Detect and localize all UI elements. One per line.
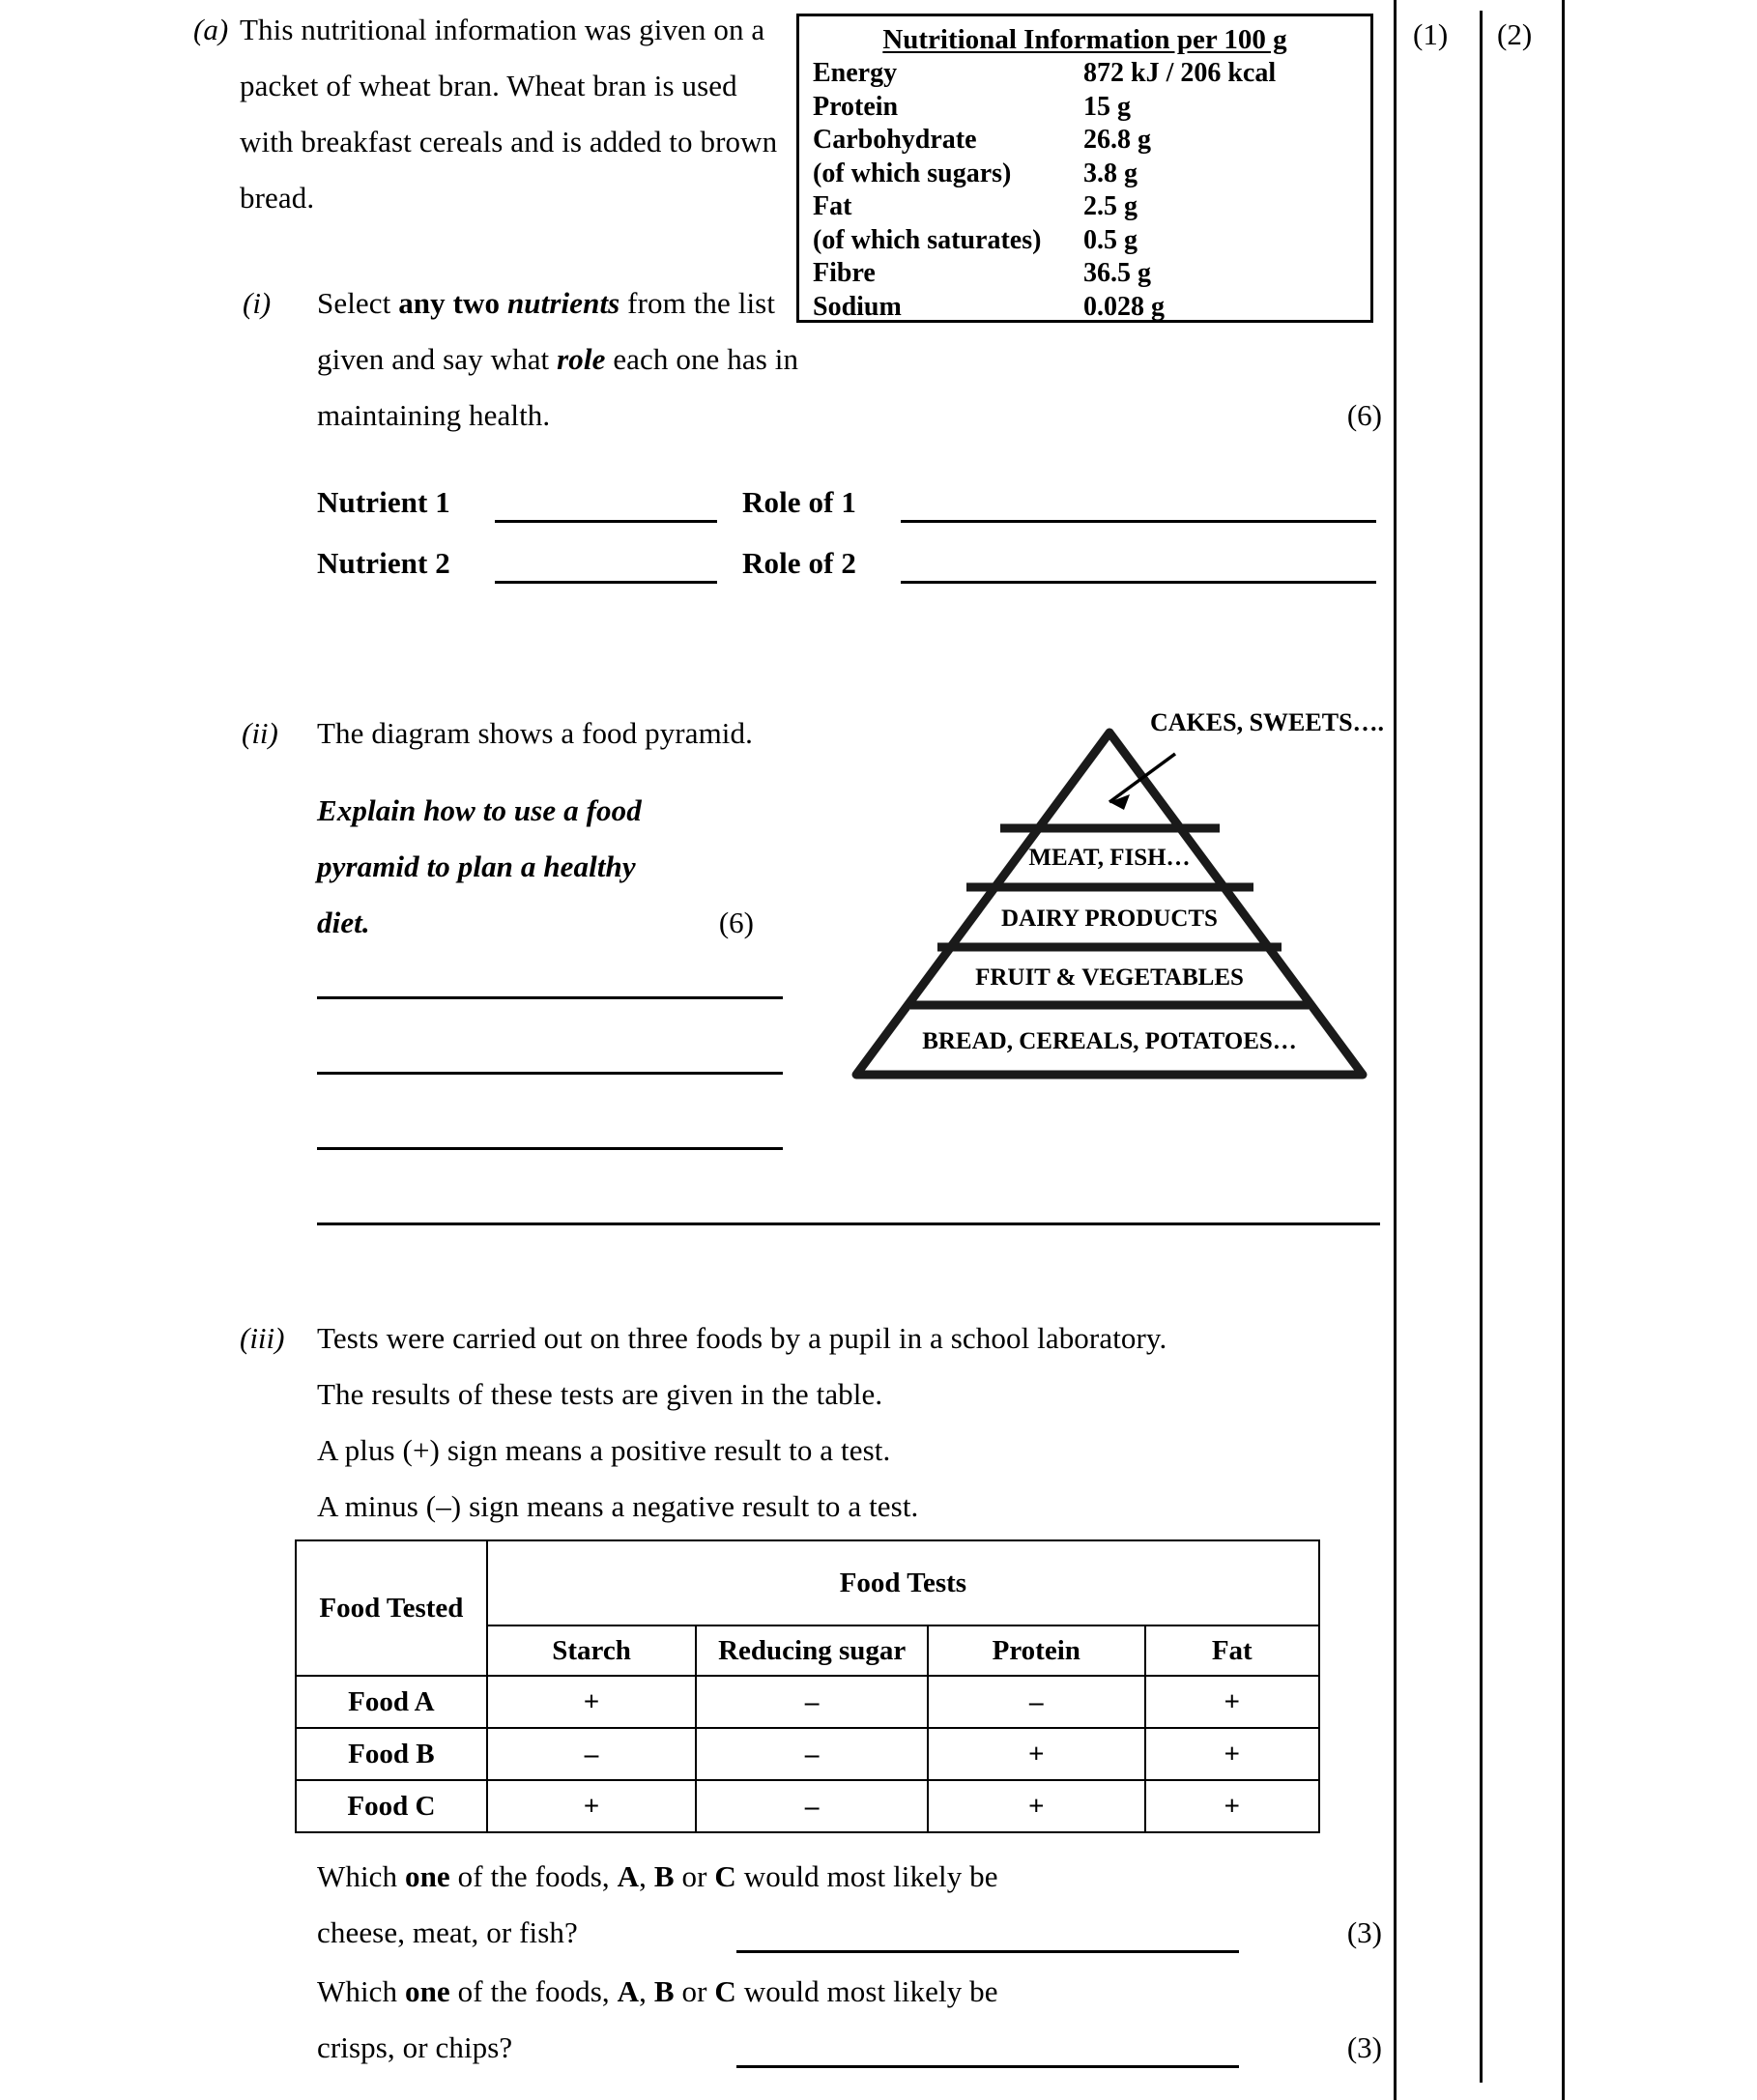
table-cell-food-name: Food C [296, 1780, 487, 1832]
table-cell-result: + [1145, 1676, 1319, 1728]
nutrient-name: Carbohydrate [813, 125, 977, 155]
food-tests-table [295, 1539, 1320, 1833]
part-i-line2-prefix: the list given and say what [317, 286, 776, 376]
table-cell-result: + [928, 1728, 1145, 1780]
margin-rule-right [1562, 0, 1565, 2100]
margin-column-1-label: (1) [1413, 17, 1449, 51]
nutrition-row [799, 291, 1370, 325]
table-cell-result: – [487, 1728, 696, 1780]
final-question-2 [317, 1964, 1090, 2020]
part-ii-instruction-line-2: pyramid to plan a healthy [317, 849, 636, 883]
table-cell-food-name: Food A [296, 1676, 487, 1728]
table-cell-result: – [696, 1676, 928, 1728]
part-ii-intro: The diagram shows a food pyramid. [317, 716, 753, 750]
part-iii-line-3: A plus (+) sign means a positive result to a test. [317, 1433, 891, 1467]
nutrition-row [799, 158, 1370, 191]
q1-line1-i: would most likely be [735, 1859, 998, 1893]
final-question-2-line2: crisps, or chips? [317, 2030, 513, 2064]
q1-food-a: A [617, 1859, 640, 1893]
table-cell-result: – [696, 1780, 928, 1832]
nutrition-row [799, 57, 1370, 91]
table-cell-result: + [1145, 1728, 1319, 1780]
part-ii-answer-line-3[interactable] [317, 1147, 783, 1150]
pyramid-callout-label: CAKES, SWEETS…. [1150, 708, 1385, 736]
q2-food-c: C [714, 1974, 736, 2008]
part-ii-answer-line-1[interactable] [317, 996, 783, 999]
table-column-header-fat: Fat [1145, 1625, 1319, 1676]
nutrient-value: 15 g [1083, 91, 1131, 122]
part-i-emphasis-role: role [557, 342, 606, 376]
q2-line1-e: , [639, 1974, 654, 2008]
nutrition-row [799, 91, 1370, 125]
table-column-header-reducing-sugar: Reducing sugar [696, 1625, 928, 1676]
table-cell-result: – [928, 1676, 1145, 1728]
part-i-text [317, 275, 800, 444]
q2-food-b: B [653, 1974, 675, 2008]
final-question-1 [317, 1849, 1090, 1905]
q1-food-c: C [714, 1859, 736, 1893]
q1-line1-g: or [674, 1859, 715, 1893]
part-ii-answer-line-2[interactable] [317, 1072, 783, 1075]
nutrient-name: (of which saturates) [813, 224, 1042, 255]
part-iii-line-2: The results of these tests are given in the table. [317, 1377, 883, 1411]
table-cell-result: + [487, 1676, 696, 1728]
food-pyramid-diagram [831, 715, 1392, 1092]
q1-line1-a: Which [317, 1859, 405, 1893]
margin-column-2-label: (2) [1497, 17, 1533, 51]
part-iii-text [317, 1310, 1380, 1535]
part-ii-label: (ii) [242, 716, 278, 750]
part-a-label: (a) [193, 13, 229, 46]
q2-line1-a: Which [317, 1974, 405, 2008]
part-i-line3: each one has in maintaining health. [317, 342, 799, 432]
role-2-answer-line[interactable] [901, 581, 1376, 584]
margin-rule-middle [1480, 11, 1483, 2083]
margin-rule-left [1394, 0, 1397, 2100]
role-2-label: Role of 2 [742, 546, 856, 580]
nutrient-value: 0.028 g [1083, 291, 1165, 322]
nutrition-row [799, 124, 1370, 158]
q2-food-a: A [617, 1974, 640, 2008]
part-i-emphasis-any-two: any two [398, 286, 507, 320]
nutrient-name: Fibre [813, 258, 876, 288]
nutrient-2-label: Nutrient 2 [317, 546, 450, 580]
part-iii-label: (iii) [240, 1321, 285, 1355]
table-cell-result: + [487, 1780, 696, 1832]
table-column-header-starch: Starch [487, 1625, 696, 1676]
part-ii-answer-line-4[interactable] [317, 1223, 1380, 1225]
nutrient-value: 36.5 g [1083, 258, 1151, 288]
nutrient-name: Sodium [813, 291, 902, 322]
table-cell-result: + [1145, 1780, 1319, 1832]
nutrient-value: 872 kJ / 206 kcal [1083, 58, 1277, 88]
nutrient-1-answer-line[interactable] [495, 520, 717, 523]
nutrient-name: Energy [813, 58, 898, 88]
part-ii-mark: (6) [718, 906, 754, 939]
nutrient-1-label: Nutrient 1 [317, 485, 450, 519]
table-column-header-protein: Protein [928, 1625, 1145, 1676]
table-cell-result: – [696, 1728, 928, 1780]
final-question-2-mark: (3) [1346, 2030, 1382, 2064]
q1-line1-c: of the foods, [449, 1859, 618, 1893]
part-ii-instruction-line-3: diet. [317, 906, 370, 939]
table-row [296, 1728, 1319, 1780]
nutrient-name: (of which sugars) [813, 158, 1012, 188]
q2-line1-i: would most likely be [735, 1974, 998, 2008]
nutrient-value: 3.8 g [1083, 158, 1138, 188]
part-iii-line-4: A minus (–) sign means a negative result to a test. [317, 1489, 919, 1523]
table-row [296, 1780, 1319, 1832]
part-a-paragraph: This nutritional information was given on a packet of wheat bran. Wheat bran is used with breakfast cereals and is added to brown bread. [240, 13, 778, 215]
nutrient-value: 2.5 g [1083, 191, 1138, 221]
part-i-emphasis-nutrients: nutrients [506, 286, 620, 320]
table-row [296, 1676, 1319, 1728]
final-question-1-answer-line[interactable] [736, 1950, 1239, 1953]
part-i-label: (i) [243, 286, 272, 320]
pyramid-tier-label-2: MEAT, FISH… [1028, 845, 1191, 871]
nutrition-row [799, 190, 1370, 224]
part-i-mark: (6) [1346, 398, 1382, 432]
q2-emphasis-one: one [404, 1974, 450, 2008]
role-1-label: Role of 1 [742, 485, 856, 519]
nutritional-information-title: Nutritional Information per 100 g [882, 24, 1287, 55]
table-cell-food-name: Food B [296, 1728, 487, 1780]
table-header-row-1 [296, 1540, 1319, 1625]
q1-line1-e: , [639, 1859, 654, 1893]
nutrient-value: 26.8 g [1083, 125, 1151, 155]
final-question-1-line2: cheese, meat, or fish? [317, 1915, 578, 1949]
table-cell-result: + [928, 1780, 1145, 1832]
table-corner-header: Food Tested [296, 1540, 487, 1676]
nutrition-row [799, 224, 1370, 258]
pyramid-tier-label-5: BREAD, CEREALS, POTATOES… [922, 1028, 1297, 1054]
part-i-line1-prefix: Select [317, 286, 399, 320]
nutrient-name: Protein [813, 91, 899, 122]
part-i-line1-suffix: from [619, 286, 686, 320]
q1-food-b: B [653, 1859, 675, 1893]
nutrient-name: Fat [813, 191, 852, 221]
final-question-2-answer-line[interactable] [736, 2065, 1239, 2068]
pyramid-tier-label-3: DAIRY PRODUCTS [1001, 906, 1218, 932]
nutritional-information-panel [796, 14, 1373, 323]
q2-line1-g: or [674, 1974, 715, 2008]
role-1-answer-line[interactable] [901, 520, 1376, 523]
part-ii-instruction-line-1: Explain how to use a food [317, 793, 642, 827]
nutrient-2-answer-line[interactable] [495, 581, 717, 584]
q1-emphasis-one: one [404, 1859, 450, 1893]
q2-line1-c: of the foods, [449, 1974, 618, 2008]
final-question-1-mark: (3) [1346, 1915, 1382, 1949]
nutrition-row [799, 257, 1370, 291]
nutrient-value: 0.5 g [1083, 224, 1138, 255]
part-iii-line-1: Tests were carried out on three foods by a pupil in a school laboratory. [317, 1321, 1167, 1355]
pyramid-tier-label-4: FRUIT & VEGETABLES [975, 964, 1244, 991]
table-group-header: Food Tests [487, 1540, 1319, 1625]
